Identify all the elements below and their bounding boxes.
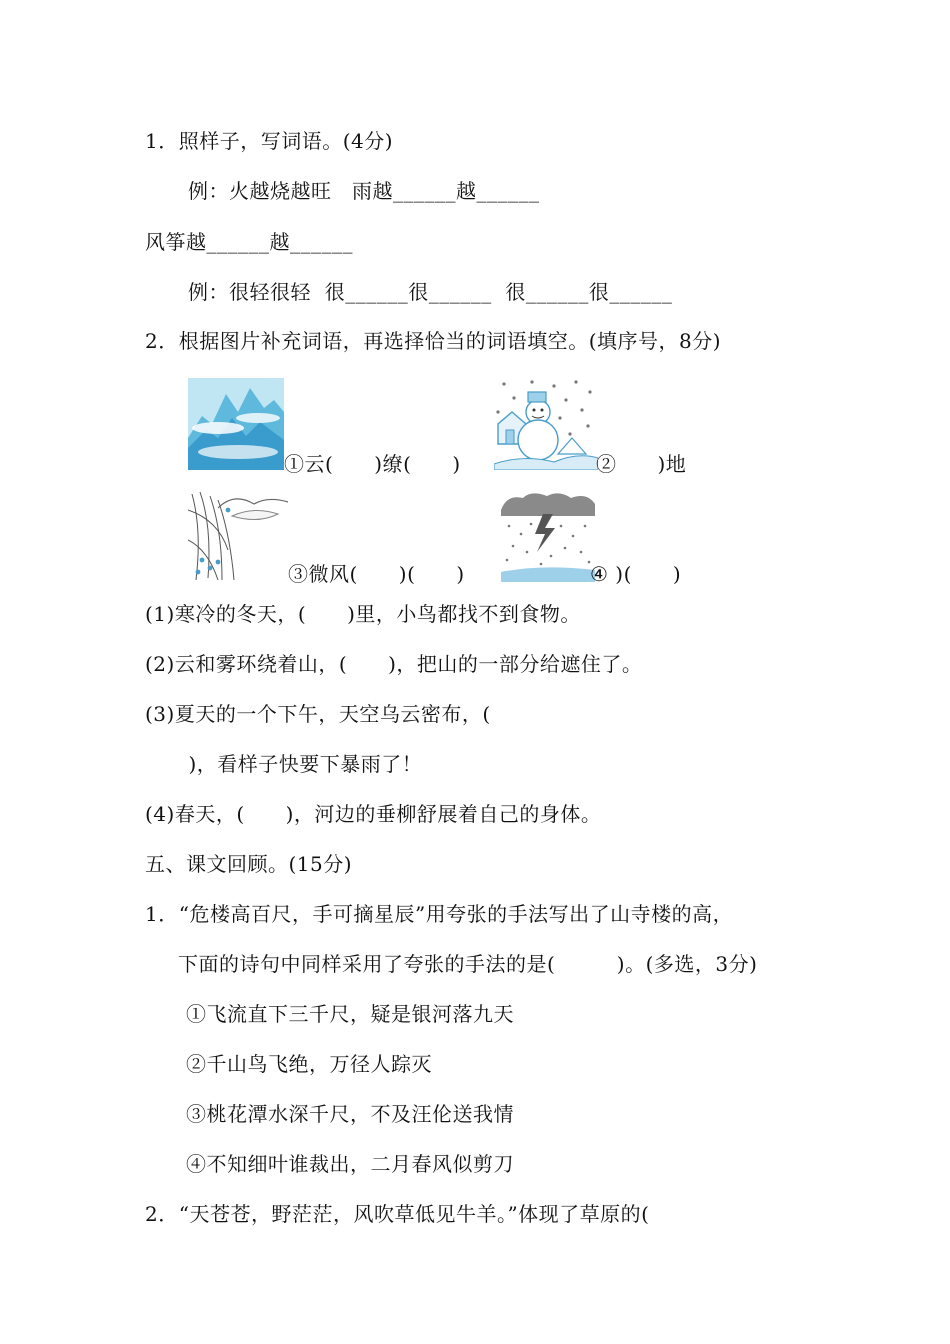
q1-example-2: 例：很轻很轻 很______很______ 很______很______ [188, 280, 673, 304]
s5-q1-line-2: 下面的诗句中同样采用了夸张的手法的是( )。(多选，3分) [178, 952, 758, 976]
q1-example-1: 例：火越烧越旺 雨越______越______ [188, 179, 540, 203]
snowman-image [494, 378, 598, 470]
q1-title: 1．照样子，写词语。(4分) [145, 129, 394, 153]
q2-sentence-3: (3)夏天的一个下午，天空乌云密布，( [145, 702, 491, 726]
s5-q1-option-4: ④不知细叶谁裁出，二月春风似剪刀 [186, 1152, 514, 1176]
q2-title: 2．根据图片补充词语，再选择恰当的词语填空。(填序号，8分) [145, 329, 722, 353]
s5-q2-line-1: 2．“天苍苍，野茫茫，风吹草低见牛羊。”体现了草原的( [145, 1202, 650, 1226]
q2-item-2: ② )地 [596, 452, 687, 476]
q2-sentence-3-continued: )，看样子快要下暴雨了！ [168, 752, 423, 776]
q1-example-1-continued: 风筝越______越______ [145, 230, 353, 254]
q2-item-4: ④ )( ) [590, 562, 682, 586]
q2-item-1: ①云( )缭( ) [284, 452, 461, 476]
q2-sentence-4: (4)春天，( )，河边的垂柳舒展着自己的身体。 [145, 802, 602, 826]
s5-q1-option-3: ③桃花潭水深千尺，不及汪伦送我情 [186, 1102, 514, 1126]
q2-sentence-2: (2)云和雾环绕着山，( )，把山的一部分给遮住了。 [145, 652, 643, 676]
s5-q1-option-1: ①飞流直下三千尺，疑是银河落九天 [186, 1002, 514, 1026]
thunderstorm-image [501, 490, 595, 582]
misty-mountains-image [188, 378, 284, 470]
q2-sentence-1: (1)寒冷的冬天，( )里，小鸟都找不到食物。 [145, 602, 581, 626]
s5-q1-option-2: ②千山鸟飞绝，万径人踪灭 [186, 1052, 432, 1076]
section-5-title: 五、课文回顾。(15分) [145, 852, 353, 876]
willow-tree-image [188, 490, 290, 582]
s5-q1-line-1: 1．“危楼高百尺，手可摘星辰”用夸张的手法写出了山寺楼的高， [145, 902, 734, 926]
q2-item-3: ③微风( )( ) [288, 562, 465, 586]
